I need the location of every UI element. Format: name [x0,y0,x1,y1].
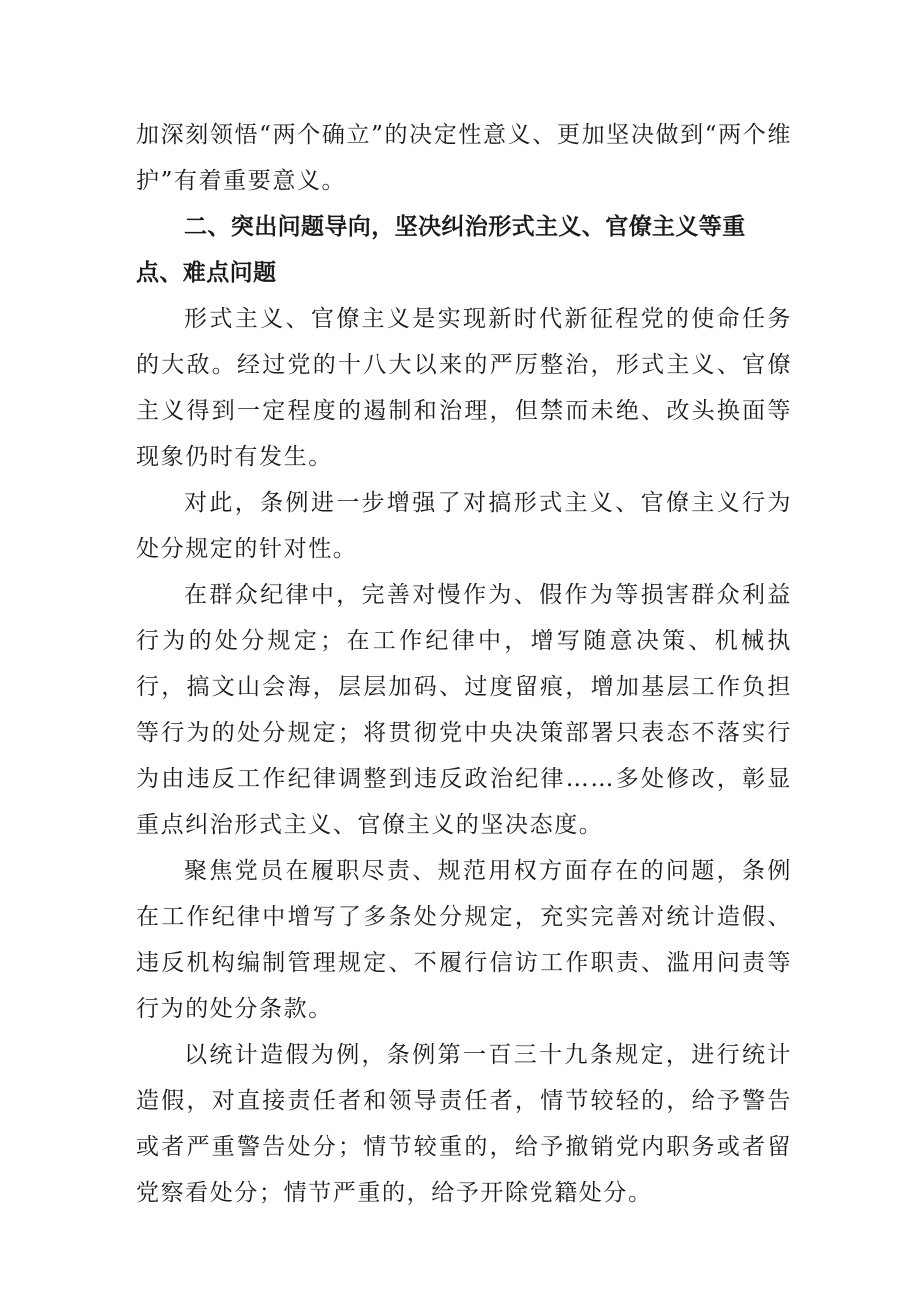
document-body [136,112,792,1216]
paragraph: 以统计造假为例，条例第一百三十九条规定，进行统计造假，对直接责任者和领导责任者，情节较轻的，给予警告或者严重警告处分；情节较重的，给予撤销党内职务或者留党察看处分；情节严重的，给予开除党籍处分。 [136,1042,792,1206]
paragraph-continued: 加深刻领悟“两个确立”的决定性意义、更加坚决做到“两个维护”有着重要意义。 [136,122,792,194]
paragraph: 聚焦党员在履职尽责、规范用权方面存在的问题，条例在工作纪律中增写了多条处分规定，充实完善对统计造假、违反机构编制管理规定、不履行信访工作职责、滥用问责等行为的处分条款。 [136,858,792,1022]
paragraph: 形式主义、官僚主义是实现新时代新征程党的使命任务的大敌。经过党的十八大以来的严厉整治，形式主义、官僚主义得到一定程度的遏制和治理，但禁而未绝、改头换面等现象仍时有发生。 [136,306,792,470]
paragraph: 在群众纪律中，完善对慢作为、假作为等损害群众利益行为的处分规定；在工作纪律中，增写随意决策、机械执行，搞文山会海，层层加码、过度留痕，增加基层工作负担等行为的处分规定；将贯彻党中央决策部署只表态不落实行为由违反工作纪律调整到违反政治纪律……多处修改，彰显重点纠治形式主义、官僚主义的坚决态度。 [136,582,792,838]
paragraph: 对此，条例进一步增强了对搞形式主义、官僚主义行为处分规定的针对性。 [136,490,792,562]
section-heading: 二、突出问题导向，坚决纠治形式主义、官僚主义等重点、难点问题 [136,214,746,286]
